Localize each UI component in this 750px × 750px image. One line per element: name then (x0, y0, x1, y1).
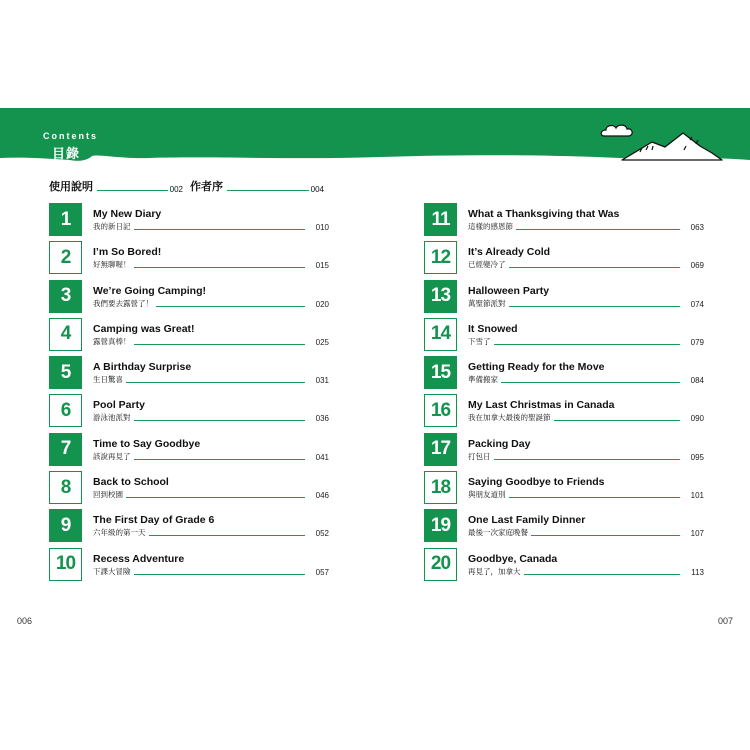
chapter-number: 6 (49, 394, 82, 427)
toc-entry[interactable] (424, 203, 704, 241)
chapter-page: 052 (315, 529, 329, 539)
chapter-subtitle-row (93, 491, 305, 500)
contents-label: Contents (43, 131, 98, 141)
chapter-number: 18 (424, 471, 457, 504)
chapter-page: 025 (315, 337, 329, 347)
chapter-page: 063 (690, 223, 704, 232)
leader-line (524, 574, 681, 575)
chapter-subtitle: 下課大冒險 (93, 566, 134, 577)
chapter-title: Halloween Party (468, 284, 550, 297)
toc-entry[interactable] (424, 394, 704, 432)
chapter-subtitle: 這樣的感恩節 (468, 221, 516, 232)
chapter-title: Camping was Great! (93, 322, 195, 335)
toc-entry[interactable] (49, 433, 329, 471)
toc-entry[interactable] (424, 356, 704, 394)
leader-line (501, 382, 680, 383)
contents-title: 目錄 (52, 146, 81, 161)
chapter-title: Recess Adventure (93, 552, 185, 565)
chapter-page: 069 (690, 261, 704, 271)
chapter-subtitle-row (468, 300, 680, 309)
leader-line (126, 497, 305, 498)
chapter-title: My New Diary (93, 208, 162, 220)
chapter-title: It’s Already Cold (468, 246, 551, 259)
leader-line (531, 535, 680, 536)
page-number-right: 007 (718, 616, 734, 626)
chapter-title: I’m So Bored! (93, 246, 162, 259)
chapter-title: Goodbye, Canada (468, 552, 558, 565)
chapter-page: 046 (315, 491, 329, 501)
chapter-page: 074 (690, 299, 704, 309)
intro-page: 004 (310, 185, 324, 194)
chapter-number: 5 (49, 356, 82, 389)
chapter-number: 15 (424, 356, 457, 389)
leader-line (149, 535, 306, 536)
intro-label: 使用說明 (49, 181, 93, 193)
chapter-number: 19 (424, 509, 457, 542)
chapter-title: Saying Goodbye to Friends (468, 476, 605, 489)
chapter-page: 084 (690, 376, 704, 386)
chapter-subtitle: 我們要去露營了！ (93, 298, 156, 309)
chapter-subtitle-row (93, 414, 305, 423)
intro-entry-preface[interactable] (190, 180, 324, 194)
chapter-number: 7 (49, 433, 82, 466)
chapter-subtitle: 好無聊喔！ (93, 259, 134, 270)
chapter-title: A Birthday Surprise (93, 361, 192, 374)
toc-entry[interactable] (49, 241, 329, 279)
chapter-title: We’re Going Camping! (93, 284, 206, 297)
chapter-number: 10 (49, 548, 82, 581)
chapter-title: It Snowed (468, 322, 518, 335)
leader-line (516, 229, 680, 230)
chapter-subtitle: 萬聖節派對 (468, 298, 509, 309)
leader-line (509, 267, 681, 268)
chapter-subtitle: 與朋友道別 (468, 489, 509, 500)
leader-line (156, 306, 305, 307)
leader-line (494, 459, 681, 460)
chapter-number: 9 (49, 509, 82, 542)
chapter-subtitle-row (468, 338, 680, 347)
chapter-page: 090 (690, 414, 704, 424)
chapter-number: 16 (424, 394, 457, 427)
chapter-subtitle-row (93, 376, 305, 385)
chapter-title: What a Thanksgiving that Was (468, 208, 620, 220)
chapter-subtitle-row (468, 568, 680, 577)
chapter-subtitle: 六年級的第一天 (93, 527, 149, 538)
chapter-subtitle-row (93, 453, 305, 462)
leader-line (134, 229, 306, 230)
chapter-subtitle: 已經變冷了 (468, 259, 509, 270)
toc-entry[interactable] (49, 356, 329, 394)
leader-line (134, 459, 306, 460)
chapter-page: 010 (315, 223, 329, 232)
intro-page: 002 (169, 185, 183, 194)
leader-line (126, 382, 305, 383)
chapter-subtitle-row (468, 491, 680, 500)
chapter-title: Pool Party (93, 399, 145, 412)
chapter-page: 095 (690, 452, 704, 462)
chapter-page: 020 (315, 299, 329, 309)
chapter-number: 4 (49, 318, 82, 351)
chapter-subtitle: 游泳池派對 (93, 412, 134, 423)
chapter-number: 2 (49, 241, 82, 274)
toc-entry[interactable] (424, 509, 704, 547)
chapter-title: Getting Ready for the Move (468, 361, 605, 374)
chapter-page: 031 (315, 376, 329, 386)
toc-column-left (49, 203, 329, 586)
toc-entry[interactable] (49, 203, 329, 241)
chapter-page: 015 (315, 261, 329, 271)
leader-line (97, 190, 168, 191)
chapter-number: 8 (49, 471, 82, 504)
chapter-title: The First Day of Grade 6 (93, 514, 215, 527)
toc-entry[interactable] (49, 509, 329, 547)
chapter-subtitle: 下雪了 (468, 336, 494, 347)
toc-entry[interactable] (424, 548, 704, 586)
toc-entry[interactable] (49, 394, 329, 432)
chapter-subtitle-row (93, 300, 305, 309)
chapter-subtitle: 回到校園 (93, 489, 126, 500)
chapter-title: Back to School (93, 476, 169, 489)
toc-entry[interactable] (49, 280, 329, 318)
leader-line (134, 574, 306, 575)
toc-entry[interactable] (424, 280, 704, 318)
chapter-subtitle: 該說再見了 (93, 451, 134, 462)
chapter-subtitle: 露營真棒！ (93, 336, 134, 347)
chapter-subtitle-row (93, 338, 305, 347)
chapter-page: 107 (690, 529, 704, 539)
chapter-subtitle-row (468, 414, 680, 423)
chapter-number: 20 (424, 548, 457, 581)
chapter-subtitle: 再見了，加拿大 (468, 566, 524, 577)
leader-line (134, 267, 306, 268)
toc-entry[interactable] (424, 433, 704, 471)
chapter-page: 101 (690, 491, 704, 501)
chapter-subtitle: 打包日 (468, 451, 494, 462)
chapter-page: 036 (315, 414, 329, 424)
toc-entry[interactable] (424, 318, 704, 356)
page-number-left: 006 (17, 616, 33, 626)
leader-line (134, 420, 306, 421)
chapter-subtitle: 最後一次家庭晚餐 (468, 527, 531, 538)
chapter-subtitle-row (93, 568, 305, 577)
chapter-subtitle-row (468, 261, 680, 270)
chapter-page: 041 (315, 452, 329, 462)
chapter-title: My Last Christmas in Canada (468, 399, 615, 412)
chapter-title: One Last Family Dinner (468, 514, 586, 527)
chapter-page: 057 (315, 567, 329, 577)
chapter-subtitle: 我的新日記 (93, 221, 134, 232)
chapter-page: 079 (690, 337, 704, 347)
chapter-subtitle: 我在加拿大最後的聖誕節 (468, 412, 554, 423)
chapter-title: Packing Day (468, 437, 531, 450)
toc-column-right (424, 203, 704, 586)
chapter-title: Time to Say Goodbye (93, 437, 201, 450)
chapter-page: 113 (691, 567, 704, 577)
toc-entry[interactable] (49, 471, 329, 509)
chapter-subtitle-row (468, 529, 680, 538)
chapter-number: 14 (424, 318, 457, 351)
chapter-subtitle-row (468, 223, 680, 232)
leader-line (134, 344, 306, 345)
chapter-number: 1 (49, 203, 82, 236)
toc-entry[interactable] (424, 241, 704, 279)
chapter-subtitle: 準備搬家 (468, 374, 501, 385)
leader-line (509, 306, 681, 307)
leader-line (509, 497, 681, 498)
chapter-subtitle-row (468, 453, 680, 462)
chapter-number: 13 (424, 280, 457, 313)
chapter-subtitle-row (93, 261, 305, 270)
chapter-number: 12 (424, 241, 457, 274)
toc-entry[interactable] (424, 471, 704, 509)
header-band-shape (0, 0, 750, 170)
chapter-subtitle-row (93, 529, 305, 538)
chapter-subtitle-row (468, 376, 680, 385)
chapter-number: 17 (424, 433, 457, 466)
chapter-number: 3 (49, 280, 82, 313)
chapter-subtitle-row (93, 223, 305, 232)
intro-label: 作者序 (190, 181, 223, 193)
toc-entry[interactable] (49, 318, 329, 356)
header-band (0, 0, 750, 165)
chapter-subtitle: 生日驚喜 (93, 374, 126, 385)
leader-line (227, 190, 309, 191)
leader-line (494, 344, 681, 345)
chapter-number: 11 (424, 203, 457, 236)
intro-entry-usage[interactable] (49, 180, 183, 194)
leader-line (554, 420, 681, 421)
toc-entry[interactable] (49, 548, 329, 586)
